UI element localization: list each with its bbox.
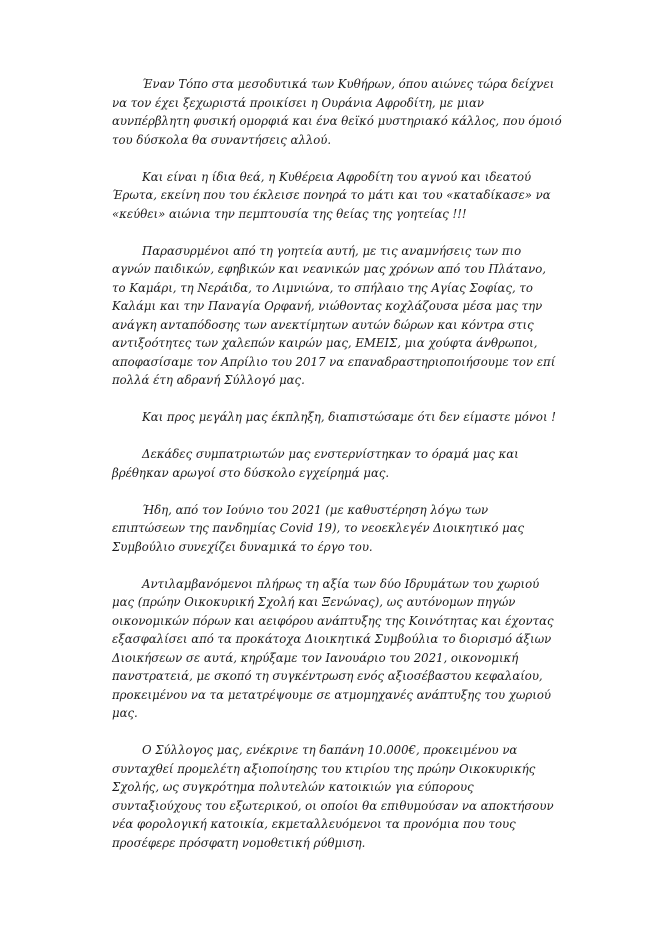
paragraph-foundations: Αντιλαμβανόμενοι πλήρως τη αξία των δύο Ιδρυμάτων του χωριού μας (πρώην Οικοκυρική Σχολή και Ξενώνας), ως αυτόνομων πηγών οικονομικών πόρων και αειφόρου ανάπτυξης της Κοινότητας και έχοντας εξασφαλίσει από τα προκάτοχα Διοικητικά Συμβούλια το διορισμό άξιων Διοικήσεων σε αυτά, κηρύξαμε τον Ιανουάριο του 2021, οικονομική πανστρατειά, με σκοπό τη συγκέντρωση ενός αξιοσέβαστου κεφαλαίου, προκειμένου να τα μετατρέψουμε σε ατμομηχανές ανάπτυξης του χωριού μας.: [112, 576, 554, 720]
paragraph-new-board: Ήδη, από τον Ιούνιο του 2021 (με καθυστέρηση λόγω των επιπτώσεων της πανδημίας Covid 19), το νεοεκλεγέν Διοικητικό μας Συμβούλιο συνεχίζει δυναμικά το έργο του.: [112, 502, 525, 554]
paragraph-intro: Έναν Τόπο στα μεσοδυτικά των Κυθήρων, όπου αιώνες τώρα δείχνει να τον έχει ξεχωριστά προικίσει η Ουράνια Αφροδίτη, με μιαν αυνπέρβλητη φυσική ομορφιά και ένα θεϊκό μυστηριακό κάλλος, που όμοιό του δύσκολα θα συναντήσεις αλλού.: [112, 77, 562, 147]
paragraph-surprise: Και προς μεγάλη μας έκπληξη, διαπιστώσαμε ότι δεν είμαστε μόνοι !: [142, 410, 556, 424]
paragraph-reactivation: Παρασυρμένοι από τη γοητεία αυτή, με τις αναμνήσεις των πιο αγνών παιδικών, εφηβικών και νεανικών μας χρόνων από του Πλάτανο, το Καμάρι, τη Νεράιδα, το Λιμνιώνα, το σπήλαιο της Αγίας Σοφίας, το Καλάμι και την Παναγία Ορφανή, νιώθοντας κοχλάζουσα μέσα μας την ανάγκη ανταπόδοσης των ανεκτίμητων αυτών δώρων και κόντρα στις αντιξοότητες των χαλεπών καιρών μας, ΕΜΕΙΣ, μια χούφτα άνθρωποι, αποφασίσαμε τον Απρίλιο του 2017 να επαναδραστηριοποιήσουμε τον επί πολλά έτη αδρανή Σύλλογό μας.: [112, 243, 556, 387]
document-body: [112, 75, 562, 871]
paragraph-goddess: Και είναι η ίδια θεά, η Κυθέρεια Αφροδίτη του αγνού και ιδεατού Έρωτα, εκείνη που του έκλεισε πονηρά το μάτι και του «καταδίκασε» να «κεύθει» αιώνια την πεμπτουσία της θείας της γοητείας !!!: [112, 169, 551, 221]
paragraph-supporters: Δεκάδες συμπατριωτών μας ενστερνίστηκαν το όραμά μας και βρέθηκαν αρωγοί στο δύσκολο εγχείρημά μας.: [112, 447, 519, 480]
paragraph-study-budget: Ο Σύλλογος μας, ενέκρινε τη δαπάνη 10.000€, προκειμένου να συνταχθεί προμελέτη αξιοποίησης του κτιρίου της πρώην Οικοκυρικής Σχολής, ως συγκρότημα πολυτελών κατοικιών για εύπορους συνταξιούχους του εξωτερικού, οι οποίοι θα επιθυμούσαν να αποκτήσουν νέα φορολογική κατοικία, εκμεταλλευόμενοι τα προνόμια που τους προσέφερε πρόσφατη νομοθετική ρύθμιση.: [112, 743, 554, 850]
